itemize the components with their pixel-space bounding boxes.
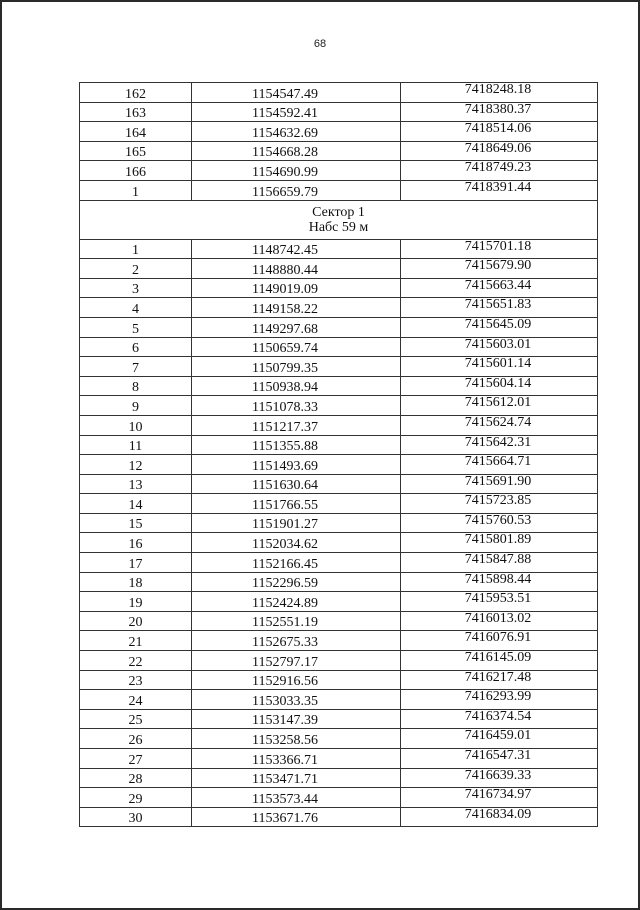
y-coordinate-cell: 7415679.90 bbox=[401, 259, 598, 279]
section-title: Сектор 1 bbox=[312, 204, 365, 220]
x-coordinate-cell: 1151493.69 bbox=[192, 455, 401, 475]
point-number-cell: 24 bbox=[80, 690, 192, 710]
point-number-cell: 22 bbox=[80, 651, 192, 671]
page-number: 68 bbox=[313, 38, 327, 50]
point-number-cell: 18 bbox=[80, 572, 192, 592]
y-coordinate-cell: 7415760.53 bbox=[401, 513, 598, 533]
point-number-cell: 2 bbox=[80, 259, 192, 279]
point-number-cell: 6 bbox=[80, 337, 192, 357]
point-number-cell: 11 bbox=[80, 435, 192, 455]
y-coordinate-cell: 7416217.48 bbox=[401, 670, 598, 690]
x-coordinate-cell: 1149158.22 bbox=[192, 298, 401, 318]
table-row bbox=[80, 807, 598, 827]
table-row bbox=[80, 298, 598, 318]
table-row bbox=[80, 357, 598, 377]
x-coordinate-cell: 1150799.35 bbox=[192, 357, 401, 377]
y-coordinate-cell: 7418391.44 bbox=[401, 180, 598, 200]
point-number-cell: 17 bbox=[80, 553, 192, 573]
point-number-cell: 30 bbox=[80, 807, 192, 827]
x-coordinate-cell: 1151217.37 bbox=[192, 415, 401, 435]
point-number-cell: 164 bbox=[80, 122, 192, 142]
point-number-cell: 13 bbox=[80, 474, 192, 494]
point-number-cell: 4 bbox=[80, 298, 192, 318]
table-row bbox=[80, 572, 598, 592]
table-row bbox=[80, 553, 598, 573]
table-row bbox=[80, 239, 598, 259]
point-number-cell: 162 bbox=[80, 83, 192, 103]
point-number-cell: 19 bbox=[80, 592, 192, 612]
y-coordinate-cell: 7415898.44 bbox=[401, 572, 598, 592]
y-coordinate-cell: 7415642.31 bbox=[401, 435, 598, 455]
y-coordinate-cell: 7418514.06 bbox=[401, 122, 598, 142]
x-coordinate-cell: 1152675.33 bbox=[192, 631, 401, 651]
point-number-cell: 10 bbox=[80, 415, 192, 435]
y-coordinate-cell: 7415847.88 bbox=[401, 553, 598, 573]
y-coordinate-cell: 7415953.51 bbox=[401, 592, 598, 612]
x-coordinate-cell: 1156659.79 bbox=[192, 180, 401, 200]
section-header-cell bbox=[80, 200, 598, 239]
point-number-cell: 29 bbox=[80, 788, 192, 808]
table-row bbox=[80, 690, 598, 710]
x-coordinate-cell: 1153258.56 bbox=[192, 729, 401, 749]
coordinates-table bbox=[79, 82, 598, 827]
point-number-cell: 12 bbox=[80, 455, 192, 475]
table-row bbox=[80, 376, 598, 396]
section-subtitle: Набс 59 м bbox=[308, 219, 369, 235]
table-row bbox=[80, 788, 598, 808]
y-coordinate-cell: 7418380.37 bbox=[401, 102, 598, 122]
y-coordinate-cell: 7415603.01 bbox=[401, 337, 598, 357]
x-coordinate-cell: 1149019.09 bbox=[192, 278, 401, 298]
y-coordinate-cell: 7418749.23 bbox=[401, 161, 598, 181]
point-number-cell: 166 bbox=[80, 161, 192, 181]
point-number-cell: 1 bbox=[80, 239, 192, 259]
point-number-cell: 26 bbox=[80, 729, 192, 749]
point-number-cell: 9 bbox=[80, 396, 192, 416]
y-coordinate-cell: 7415612.01 bbox=[401, 396, 598, 416]
point-number-cell: 25 bbox=[80, 709, 192, 729]
table-row bbox=[80, 122, 598, 142]
x-coordinate-cell: 1153033.35 bbox=[192, 690, 401, 710]
x-coordinate-cell: 1152916.56 bbox=[192, 670, 401, 690]
table-row bbox=[80, 631, 598, 651]
table-row bbox=[80, 768, 598, 788]
x-coordinate-cell: 1152296.59 bbox=[192, 572, 401, 592]
x-coordinate-cell: 1153147.39 bbox=[192, 709, 401, 729]
section-header-group bbox=[80, 200, 598, 239]
y-coordinate-cell: 7416734.97 bbox=[401, 788, 598, 808]
table-row bbox=[80, 259, 598, 279]
y-coordinate-cell: 7415663.44 bbox=[401, 278, 598, 298]
y-coordinate-cell: 7415604.14 bbox=[401, 376, 598, 396]
x-coordinate-cell: 1152797.17 bbox=[192, 651, 401, 671]
table-row bbox=[80, 278, 598, 298]
document-page bbox=[2, 2, 638, 908]
point-number-cell: 14 bbox=[80, 494, 192, 514]
table-row bbox=[80, 474, 598, 494]
y-coordinate-cell: 7415645.09 bbox=[401, 317, 598, 337]
y-coordinate-cell: 7416459.01 bbox=[401, 729, 598, 749]
y-coordinate-cell: 7416834.09 bbox=[401, 807, 598, 827]
y-coordinate-cell: 7416547.31 bbox=[401, 749, 598, 769]
x-coordinate-cell: 1150938.94 bbox=[192, 376, 401, 396]
rows-before-section bbox=[80, 83, 598, 201]
table-row bbox=[80, 317, 598, 337]
y-coordinate-cell: 7416639.33 bbox=[401, 768, 598, 788]
point-number-cell: 28 bbox=[80, 768, 192, 788]
y-coordinate-cell: 7415651.83 bbox=[401, 298, 598, 318]
y-coordinate-cell: 7415723.85 bbox=[401, 494, 598, 514]
x-coordinate-cell: 1154632.69 bbox=[192, 122, 401, 142]
x-coordinate-cell: 1148742.45 bbox=[192, 239, 401, 259]
point-number-cell: 163 bbox=[80, 102, 192, 122]
x-coordinate-cell: 1154547.49 bbox=[192, 83, 401, 103]
y-coordinate-cell: 7415691.90 bbox=[401, 474, 598, 494]
point-number-cell: 1 bbox=[80, 180, 192, 200]
table-row bbox=[80, 455, 598, 475]
x-coordinate-cell: 1152551.19 bbox=[192, 611, 401, 631]
y-coordinate-cell: 7415801.89 bbox=[401, 533, 598, 553]
x-coordinate-cell: 1151355.88 bbox=[192, 435, 401, 455]
point-number-cell: 20 bbox=[80, 611, 192, 631]
point-number-cell: 23 bbox=[80, 670, 192, 690]
x-coordinate-cell: 1152424.89 bbox=[192, 592, 401, 612]
table-row bbox=[80, 180, 598, 200]
point-number-cell: 165 bbox=[80, 141, 192, 161]
y-coordinate-cell: 7418649.06 bbox=[401, 141, 598, 161]
x-coordinate-cell: 1154690.99 bbox=[192, 161, 401, 181]
x-coordinate-cell: 1153671.76 bbox=[192, 807, 401, 827]
table-row bbox=[80, 611, 598, 631]
x-coordinate-cell: 1148880.44 bbox=[192, 259, 401, 279]
y-coordinate-cell: 7416145.09 bbox=[401, 651, 598, 671]
table-row bbox=[80, 709, 598, 729]
y-coordinate-cell: 7416374.54 bbox=[401, 709, 598, 729]
y-coordinate-cell: 7415624.74 bbox=[401, 415, 598, 435]
table-row bbox=[80, 435, 598, 455]
y-coordinate-cell: 7415701.18 bbox=[401, 239, 598, 259]
x-coordinate-cell: 1152166.45 bbox=[192, 553, 401, 573]
table-row bbox=[80, 670, 598, 690]
table-row bbox=[80, 494, 598, 514]
table-row bbox=[80, 102, 598, 122]
y-coordinate-cell: 7415664.71 bbox=[401, 455, 598, 475]
x-coordinate-cell: 1154592.41 bbox=[192, 102, 401, 122]
y-coordinate-cell: 7415601.14 bbox=[401, 357, 598, 377]
table-row bbox=[80, 592, 598, 612]
point-number-cell: 5 bbox=[80, 317, 192, 337]
table-row bbox=[80, 651, 598, 671]
table-row bbox=[80, 337, 598, 357]
y-coordinate-cell: 7418248.18 bbox=[401, 83, 598, 103]
x-coordinate-cell: 1153573.44 bbox=[192, 788, 401, 808]
table-row bbox=[80, 161, 598, 181]
x-coordinate-cell: 1154668.28 bbox=[192, 141, 401, 161]
table-row bbox=[80, 729, 598, 749]
x-coordinate-cell: 1151901.27 bbox=[192, 513, 401, 533]
table-row bbox=[80, 83, 598, 103]
point-number-cell: 3 bbox=[80, 278, 192, 298]
x-coordinate-cell: 1151630.64 bbox=[192, 474, 401, 494]
x-coordinate-cell: 1151078.33 bbox=[192, 396, 401, 416]
x-coordinate-cell: 1151766.55 bbox=[192, 494, 401, 514]
table-row bbox=[80, 749, 598, 769]
x-coordinate-cell: 1152034.62 bbox=[192, 533, 401, 553]
table-row bbox=[80, 533, 598, 553]
point-number-cell: 27 bbox=[80, 749, 192, 769]
x-coordinate-cell: 1153366.71 bbox=[192, 749, 401, 769]
y-coordinate-cell: 7416076.91 bbox=[401, 631, 598, 651]
x-coordinate-cell: 1153471.71 bbox=[192, 768, 401, 788]
point-number-cell: 8 bbox=[80, 376, 192, 396]
x-coordinate-cell: 1150659.74 bbox=[192, 337, 401, 357]
rows-after-section bbox=[80, 239, 598, 827]
section-header-row bbox=[80, 200, 598, 239]
table-row bbox=[80, 415, 598, 435]
y-coordinate-cell: 7416293.99 bbox=[401, 690, 598, 710]
table-row bbox=[80, 141, 598, 161]
y-coordinate-cell: 7416013.02 bbox=[401, 611, 598, 631]
point-number-cell: 7 bbox=[80, 357, 192, 377]
table-row bbox=[80, 396, 598, 416]
table-row bbox=[80, 513, 598, 533]
x-coordinate-cell: 1149297.68 bbox=[192, 317, 401, 337]
point-number-cell: 16 bbox=[80, 533, 192, 553]
point-number-cell: 21 bbox=[80, 631, 192, 651]
point-number-cell: 15 bbox=[80, 513, 192, 533]
